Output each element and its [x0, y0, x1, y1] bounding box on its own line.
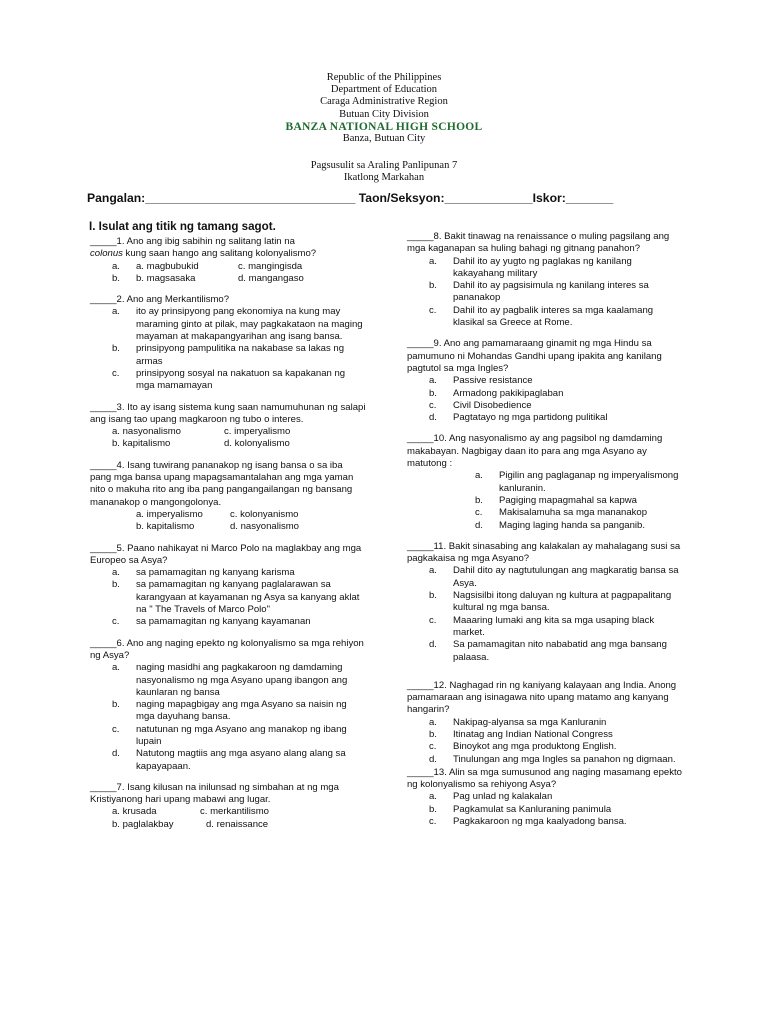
question-2-stem: _____2. Ano ang Merkantilismo? — [90, 294, 230, 306]
option-c: c. sa pamamagitan ng kanyang kayamanan — [112, 616, 311, 628]
question-7 — [90, 782, 366, 831]
option-c: c. Makisalamuha sa mga mananakop — [475, 507, 648, 519]
option-c: c. natutunan ng mga Asyano ang manakop ng ibang lupain — [112, 723, 347, 747]
document-header — [0, 72, 768, 185]
student-info-line: Pangalan:_______________________________ Taon/Seksyon:_____________Iskor:_______ — [87, 191, 614, 205]
question-11-stem: _____11. Bakit sinasabing ang kalakalan ay mahalagang susi sa pagkakaisa ng mga Asyano? — [407, 540, 681, 565]
option-b: b. naging mapagbigay ang mga Asyano sa naisin ng mga dayuhang bansa. — [112, 699, 347, 723]
option-a: a. naging masidhi ang pagkakaroon ng damdaming nasyonalismo ng mga Asyano upang ibangon ang kaunlaran ng bansa — [112, 662, 348, 698]
option-d: d. renaissance — [206, 818, 269, 830]
question-12-stem: _____12. Naghagad rin ng kaniyang kalayaan ang India. Anong pamamaraan ang isinagawa nito upang matamo ang kanyang hangarin? — [407, 679, 677, 716]
option-b: b. prinsipyong pampulitika na nakabase sa lakas ng armas — [112, 343, 345, 367]
question-8 — [407, 231, 682, 329]
option-c: c. Binoykot ang mga produktong English. — [429, 741, 617, 753]
option-a: a. Passive resistance — [429, 375, 533, 387]
header-department: Department of Education — [330, 84, 438, 96]
option-c: c. Maaaring lumaki ang kita sa mga usaping black market. — [429, 614, 655, 638]
question-12 — [407, 680, 682, 766]
question-7-row-bd — [90, 819, 366, 831]
question-4-row-bd — [90, 521, 366, 533]
option-b: b. Nagsisilbi itong daluyan ng kultura at pagpapalitang kultural ng mga bansa. — [429, 590, 672, 614]
option-d: d. nasyonalismo — [230, 521, 299, 533]
option-c: c. Civil Disobedience — [429, 399, 532, 411]
option-b: b. Itinatag ang Indian National Congress — [429, 728, 613, 740]
option-d: d. Tinulungan ang mga Ingles sa panahon ng digmaan. — [429, 753, 676, 765]
option-a: a. ito ay prinsipyong pang ekonomiya na kung may maraming ginto at pilak, may pagkakataon na maging mayaman at makapangyarihan ang isang bansa. — [112, 306, 363, 343]
option-d: d. Maging laging handa sa panganib. — [475, 519, 645, 531]
option-a: a. nasyonalismo — [112, 426, 181, 438]
question-5-stem: _____5. Paano nahikayat ni Marco Polo na maglakbay ang mga Europeo sa Asya? — [90, 542, 362, 566]
left-column — [90, 236, 366, 840]
header-republic: Republic of the Philippines — [326, 72, 442, 83]
option-a: a. imperyalismo — [136, 508, 203, 520]
question-10-stem: _____10. Ang nasyonalismo ay ang pagsibol ng damdaming makabayan. Nagbigay daan ito para ang mga Asyano ay matutong : — [407, 433, 663, 470]
option-d: d. kolonyalismo — [224, 438, 290, 450]
question-4 — [90, 460, 366, 534]
question-1 — [90, 236, 366, 285]
option-b: b. kapitalismo — [112, 438, 171, 450]
option-a: a. Pigilin ang paglaganap ng imperyalismong kanluranin. — [475, 470, 679, 494]
question-10 — [407, 433, 682, 531]
option-d: d. Natutong magtiis ang mga asyano alang alang sa kapayapaan. — [112, 748, 346, 772]
option-d: d. Sa pamamagitan nito nababatid ang mga bansang palaasa. — [429, 639, 667, 663]
question-3-stem: _____3. Ito ay isang sistema kung saan namumuhunan ng salapi ang isang tao upang magkaroon ng tubo o interes. — [90, 401, 366, 425]
option-b: b. Pagkamulat sa Kanluraning panimula — [429, 803, 612, 815]
option-c: c. Pagkakaroon ng mga kaalyadong bansa. — [429, 816, 627, 828]
option-a: a. Pag unlad ng kalakalan — [429, 791, 553, 803]
question-13-stem: _____13. Alin sa mga sumusunod ang naging masamang epekto ng kolonyalismo sa rehiyong Asya? — [407, 766, 682, 791]
question-3-row-ac — [90, 426, 366, 438]
school-name: BANZA NATIONAL HIGH SCHOOL — [285, 120, 483, 133]
question-9-stem: _____9. Ano ang pamamaraang ginamit ng mga Hindu sa pamumuno ni Mohandas Gandhi upang ipakita ang kanilang pagtutol sa mga Ingles? — [407, 338, 662, 374]
question-9 — [407, 338, 682, 424]
option-c: c. Dahil ito ay pagbalik interes sa mga kaalamang klasikal sa Greece at Rome. — [429, 304, 654, 329]
option-c: c. imperyalismo — [224, 426, 291, 438]
option-a: a. Dahil dito ay nagtutulungan ang magkaratig bansa sa Asya. — [429, 565, 679, 589]
question-7-stem: _____7. Isang kilusan na inilunsad ng simbahan at ng mga Kristiyanong hari upang mabawi ang lugar. — [90, 781, 339, 806]
header-division: Butuan City Division — [339, 108, 429, 120]
question-11 — [407, 541, 682, 664]
option-b: b. Pagiging mapagmahal sa kapwa — [475, 494, 637, 506]
question-7-row-ac — [90, 806, 366, 818]
question-6-stem: _____6. Ano ang naging epekto ng kolonyalismo sa mga rehiyon ng Asya? — [90, 637, 364, 661]
option-c: c. kolonyanismo — [230, 508, 299, 520]
option-a: a. Nakipag-alyansa sa mga Kanluranin — [429, 716, 607, 728]
question-2 — [90, 294, 366, 392]
question-5 — [90, 543, 366, 629]
question-13 — [407, 767, 682, 828]
option-b: b. Armadong pakikipaglaban — [429, 387, 564, 399]
option-b: b. paglalakbay — [112, 818, 174, 830]
option-a: a. Dahil ito ay yugto ng paglakas ng kanilang kakayahang military — [429, 255, 632, 279]
option-c: c. merkantilismo — [200, 806, 269, 818]
option-b: b. magsasaka — [136, 272, 196, 284]
option-c: c. prinsipyong sosyal na nakatuon sa kapakanan ng mga mamamayan — [112, 367, 346, 392]
question-3-row-bd — [90, 438, 366, 450]
question-1-row-ac — [90, 261, 366, 273]
option-b: b. kapitalismo — [136, 521, 195, 533]
right-column — [407, 231, 682, 837]
option-d: d. Pagtatayo ng mga partidong pulitikal — [429, 412, 608, 424]
exam-quarter: Ikatlong Markahan — [343, 172, 425, 184]
option-a: a. krusada — [112, 806, 157, 818]
header-region: Caraga Administrative Region — [320, 96, 448, 108]
option-letter: b. — [112, 272, 120, 284]
option-a: a. magbubukid — [136, 260, 199, 272]
question-3 — [90, 402, 366, 451]
school-address: Banza, Butuan City — [342, 133, 426, 145]
option-b: b. Dahil ito ay pagsisimula ng kanilang interes sa pananakop — [429, 280, 649, 304]
option-a: a. sa pamamagitan ng kanyang karisma — [112, 567, 295, 579]
option-c: c. mangingisda — [238, 260, 303, 272]
option-d: d. mangangaso — [238, 272, 304, 284]
section-title: I. Isulat ang titik ng tamang sagot. — [89, 220, 276, 233]
question-4-stem: _____4. Isang tuwirang pananakop ng isang bansa o sa iba pang mga bansa upang mapagsamantalahan ang mga yaman nito o makuha rito ang iba pang pangangailangan ng bansang mananakop o mangongolonya. — [90, 459, 354, 508]
option-b: b. sa pamamagitan ng kanyang paglalarawan sa karangyaan at kayamanan ng Asya sa kanyang aklat na " The Travels of Marco Polo" — [112, 579, 360, 616]
question-6 — [90, 638, 366, 773]
question-1-row-bd — [90, 273, 366, 285]
question-1-stem: _____1. Ano ang ibig sabihin ng salitang latin na colonus kung saan hango ang salitang kolonyalismo? — [90, 236, 317, 260]
exam-title: Pagsusulit sa Araling Panlipunan 7 — [310, 160, 458, 172]
question-4-row-ac — [90, 509, 366, 521]
option-letter: a. — [112, 260, 120, 272]
question-8-stem: _____8. Bakit tinawag na renaissance o muling pagsilang ang mga kaganapan sa huling bahagi ng gitnang panahon? — [407, 231, 670, 255]
